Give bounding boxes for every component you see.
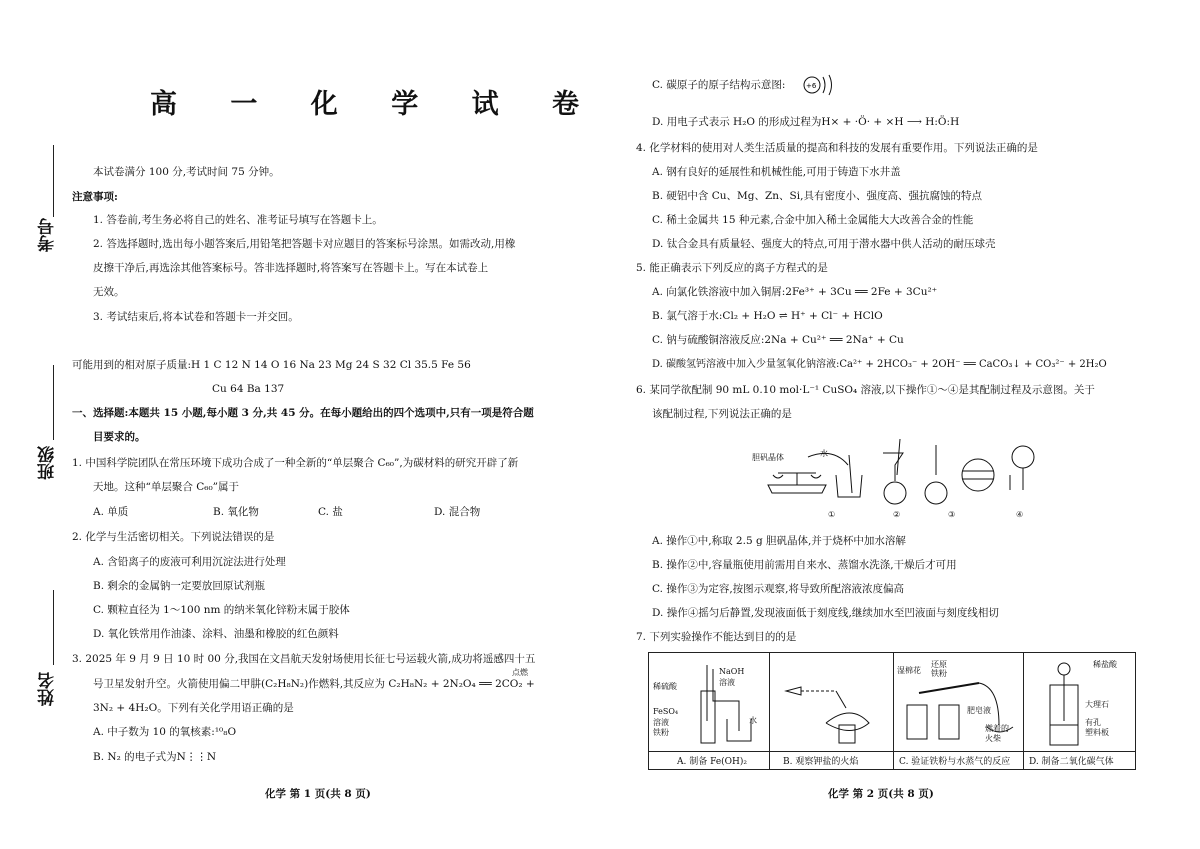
question-3-stem-end: 3N₂ + 4H₂O。下列有关化学用语正确的是: [93, 702, 294, 714]
panel-c-label-5: 燃着的: [985, 724, 1009, 733]
question-5-stem: 5. 能正确表示下列反应的离子方程式的是: [636, 262, 828, 274]
q7-caption-rule: [649, 751, 1135, 752]
q5-option-d: D. 碳酸氢钙溶液中加入少量氢氧化钠溶液:Ca²⁺ + 2HCO₃⁻ + 2OH⁻ ══ CaCO₃↓ + CO₃²⁻ + 2H₂O: [652, 359, 1107, 370]
panel-a-caption: A. 制备 Fe(OH)₂: [677, 757, 748, 767]
fig-label-water: 水: [820, 449, 828, 458]
question-3-stem-cont: 号卫星发射升空。火箭使用偏二甲肼(C₂H₈N₂)作燃料,其反应为 C₂H₈N₂ + 2N₂O₄ ══ 2CO₂ +: [93, 678, 535, 690]
panel-a-label-4: FeSO₄: [653, 707, 679, 716]
q4-option-c: C. 稀土金属共 15 种元素,合金中加入稀土金属能大大改善合金的性能: [652, 214, 974, 226]
nucleus-charge: +6: [806, 82, 817, 90]
notice-1: 1. 答卷前,考生务必将自己的姓名、准考证号填写在答题卡上。: [93, 214, 383, 226]
notice-2-cont: 皮擦干净后,再选涂其他答案标号。答非选择题时,将答案写在答题卡上。写在本试卷上: [93, 262, 489, 274]
section-1-heading-cont: 目要求的。: [93, 431, 146, 443]
q3-option-b: B. N₂ 的电子式为N⋮⋮N: [93, 751, 217, 763]
panel-a-label-6: 铁粉: [653, 728, 669, 737]
q6-option-c: C. 操作③为定容,按图示观察,将导致所配溶液浓度偏高: [652, 583, 905, 595]
atomic-mass-line-2: Cu 64 Ba 137: [212, 383, 285, 395]
notice-2: 2. 答选择题时,选出每小题答案后,用铅笔把答题卡对应题目的答案标号涂黑。如需改动,用橡: [93, 238, 516, 250]
q2-option-d: D. 氧化铁常用作油漆、涂料、油墨和橡胶的红色颜料: [93, 628, 339, 640]
atomic-mass-line-1: 可能用到的相对原子质量:H 1 C 12 N 14 O 16 Na 23 Mg 24 S 32 Cl 35.5 Fe 56: [72, 359, 471, 371]
carbon-atom-structure-diagram: [800, 72, 838, 98]
panel-d-label-1: 稀盐酸: [1093, 660, 1117, 669]
q5-option-a: A. 向氯化铁溶液中加入铜屑:2Fe³⁺ + 3Cu ══ 2Fe + 3Cu²⁺: [652, 286, 938, 298]
page-2-footer: 化学 第 2 页(共 8 页): [828, 788, 934, 800]
name-line: [53, 590, 54, 665]
exam-intro: 本试卷满分 100 分,考试时间 75 分钟。: [93, 166, 280, 178]
panel-d-label-3: 有孔: [1085, 718, 1101, 727]
q4-option-d: D. 钛合金具有质量轻、强度大的特点,可用于潜水器中供人活动的耐压球壳: [652, 238, 996, 250]
q1-option-d: D. 混合物: [434, 506, 481, 518]
q3-option-d: D. 用电子式表示 H₂O 的形成过程为H× + ·Ö· + ×H ⟶ H:Ö:H: [652, 116, 960, 128]
name-label: 姓名: [38, 672, 58, 706]
q1-option-b: B. 氧化物: [213, 506, 259, 518]
panel-c-label-3: 铁粉: [931, 669, 947, 678]
panel-c-label-2: 还原: [931, 660, 947, 669]
q2-option-a: A. 含铅离子的废液可利用沉淀法进行处理: [93, 556, 286, 568]
panel-a-label-5: 溶液: [653, 718, 669, 727]
exam-number-line: [53, 145, 54, 217]
q6-option-d: D. 操作④摇匀后静置,发现液面低于刻度线,继续加水至凹液面与刻度线相切: [652, 607, 999, 619]
question-4-stem: 4. 化学材料的使用对人类生活质量的提高和科技的发展有重要作用。下列说法正确的是: [636, 142, 1038, 154]
q5-option-c: C. 钠与硫酸铜溶液反应:2Na + Cu²⁺ ══ 2Na⁺ + Cu: [652, 334, 904, 346]
page-1-footer: 化学 第 1 页(共 8 页): [265, 788, 371, 800]
panel-b-caption: B. 观察钾盐的火焰: [783, 757, 859, 767]
solution-prep-diagram: [748, 435, 1048, 515]
section-1-heading: 一、选择题:本题共 15 小题,每小题 3 分,共 45 分。在每小题给出的四个选项中,只有一项是符合题: [72, 407, 534, 419]
question-6-stem: 6. 某同学欲配制 90 mL 0.10 mol·L⁻¹ CuSO₄ 溶液,以下操作①～④是其配制过程及示意图。关于: [636, 384, 1095, 396]
q1-option-c: C. 盐: [318, 506, 343, 518]
q1-option-a: A. 单质: [93, 506, 129, 518]
panel-c-label-1: 湿棉花: [897, 666, 921, 675]
fig-step-4: ④: [1016, 510, 1024, 519]
panel-a-label-2: NaOH: [719, 667, 745, 676]
panel-d-caption: D. 制备二氧化碳气体: [1029, 757, 1114, 767]
panel-d-apparatus: [1044, 661, 1084, 749]
q3-option-a: A. 中子数为 10 的氧核素:¹⁰₈O: [93, 726, 237, 738]
class-line: [53, 365, 54, 440]
class-label: 班级: [38, 446, 58, 480]
q4-option-a: A. 钢有良好的延展性和机械性能,可用于铸造下水井盖: [652, 166, 901, 178]
notice-2-end: 无效。: [93, 286, 125, 298]
q3-option-c: C. 碳原子的原子结构示意图:: [652, 79, 786, 91]
panel-c-label-6: 火柴: [985, 734, 1001, 743]
fig-label-crystal: 胆矾晶体: [752, 453, 784, 462]
question-1-stem: 1. 中国科学院团队在常压环境下成功合成了一种全新的“单层聚合 C₆₀”,为碳材料的研究开辟了新: [72, 457, 519, 469]
panel-a-label-3: 溶液: [719, 678, 735, 687]
exam-number-label: 考号: [38, 218, 58, 252]
notice-heading: 注意事项:: [72, 191, 118, 203]
question-2-stem: 2. 化学与生活密切相关。下列说法错误的是: [72, 531, 275, 543]
q6-option-b: B. 操作②中,容量瓶使用前需用自来水、蒸馏水洗涤,干燥后才可用: [652, 559, 957, 571]
fig-step-1: ①: [828, 510, 836, 519]
question-7-stem: 7. 下列实验操作不能达到目的的是: [636, 631, 797, 643]
question-1-stem-cont: 天地。这种“单层聚合 C₆₀”属于: [93, 481, 240, 493]
panel-c-label-4: 肥皂液: [967, 706, 991, 715]
q2-option-c: C. 颗粒直径为 1～100 nm 的纳米氧化锌粉末属于胶体: [93, 604, 350, 616]
q3-reaction-condition: 点燃: [512, 668, 528, 677]
page-title: 高 一 化 学 试 卷: [150, 89, 601, 120]
panel-d-label-2: 大理石: [1085, 700, 1109, 709]
q6-option-a: A. 操作①中,称取 2.5 g 胆矾晶体,并于烧杯中加水溶解: [652, 535, 906, 547]
question-3-stem: 3. 2025 年 9 月 9 日 10 时 00 分,我国在文昌航天发射场使用长征七号运载火箭,成功将遥感四十五: [72, 653, 536, 665]
panel-c-apparatus: [899, 675, 1019, 749]
panel-d-label-4: 塑料板: [1085, 728, 1109, 737]
panel-c-caption: C. 验证铁粉与水蒸气的反应: [899, 757, 1011, 767]
panel-b-apparatus: [781, 663, 881, 748]
q5-option-b: B. 氯气溶于水:Cl₂ + H₂O ⇌ H⁺ + Cl⁻ + HClO: [652, 310, 883, 322]
q2-option-b: B. 剩余的金属钠一定要放回原试剂瓶: [93, 580, 265, 592]
question-6-stem-cont: 该配制过程,下列说法正确的是: [652, 408, 792, 420]
panel-a-label-1: 稀硫酸: [653, 682, 677, 691]
fig-step-2: ②: [893, 510, 901, 519]
panel-a-label-7: 水: [749, 716, 757, 725]
q4-option-b: B. 硬铝中含 Cu、Mg、Zn、Si,具有密度小、强度高、强抗腐蚀的特点: [652, 190, 982, 202]
q7-figure: [648, 652, 1136, 770]
notice-3: 3. 考试结束后,将本试卷和答题卡一并交回。: [93, 311, 299, 323]
fig-step-3: ③: [948, 510, 956, 519]
panel-a-apparatus: [689, 661, 759, 746]
